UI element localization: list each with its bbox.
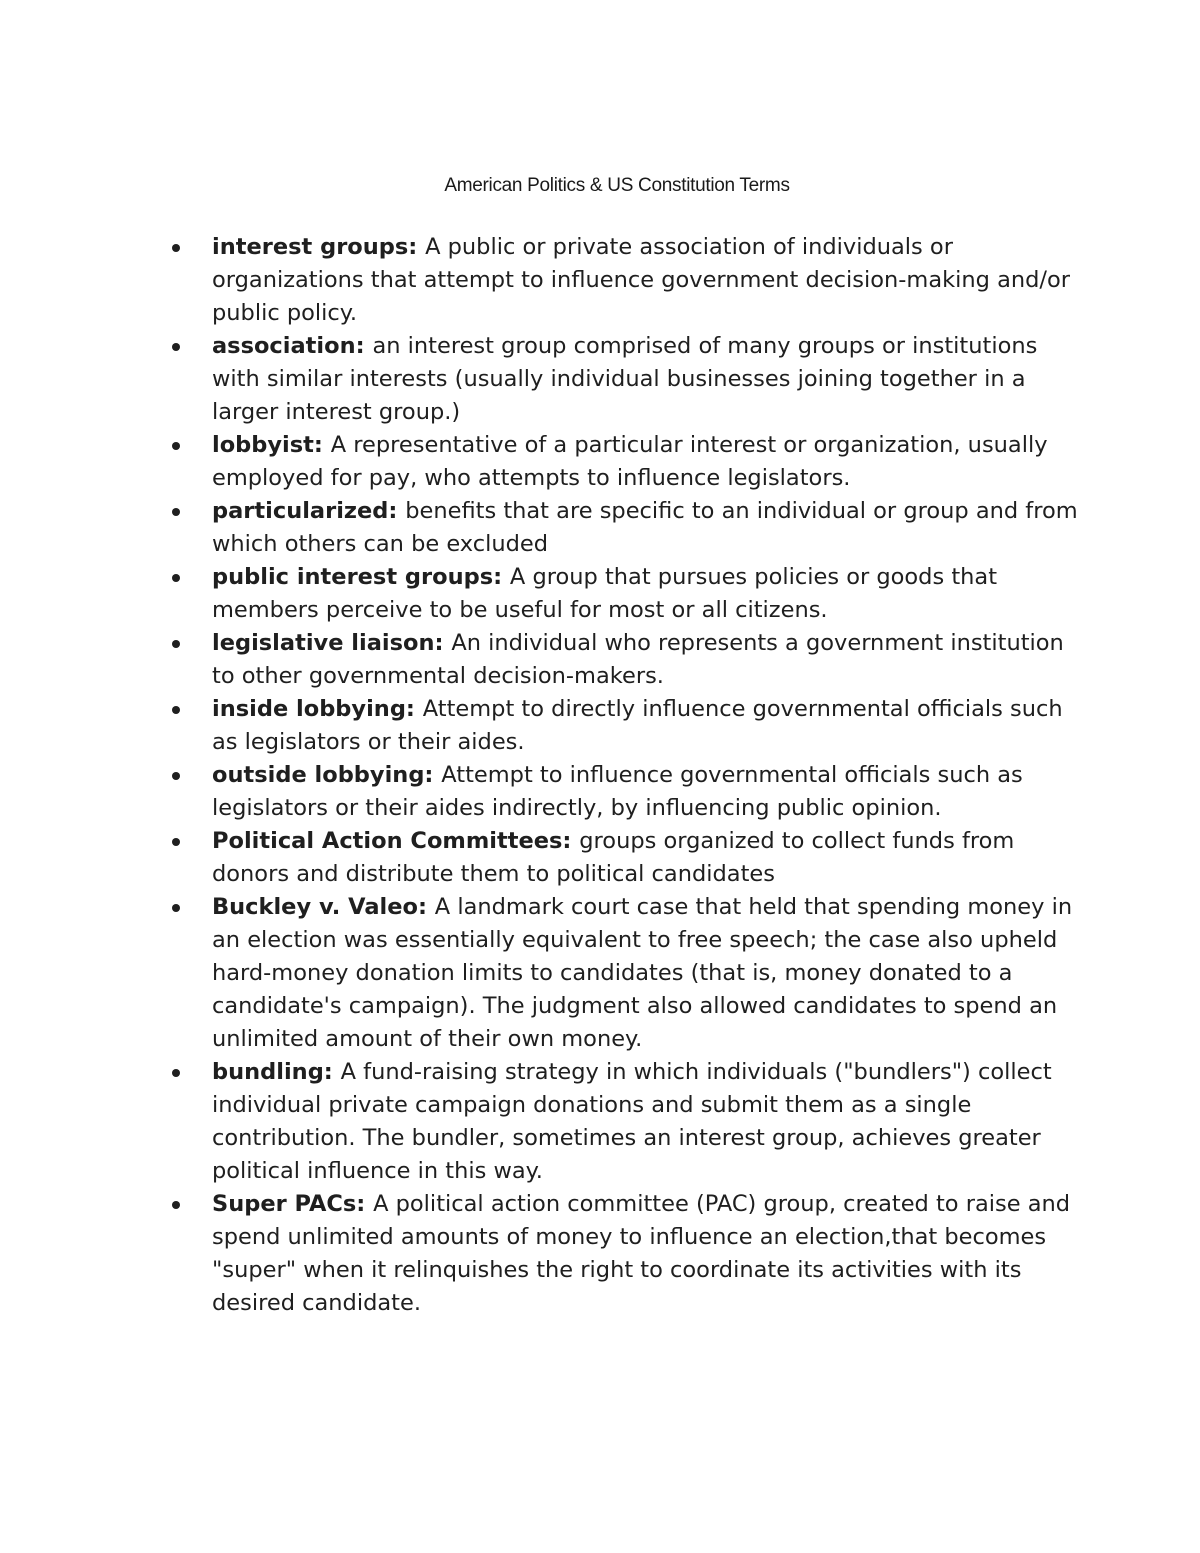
bullet-icon <box>172 343 180 351</box>
bullet-icon <box>172 574 180 582</box>
term-item-super-pacs <box>0 1188 1080 1320</box>
term-label: association: <box>212 333 373 359</box>
term-item-particularized <box>0 495 1080 561</box>
term-label: bundling: <box>212 1059 341 1085</box>
term-definition: A representative of a particular interest or organization, usually employed for pay, who attempts to influence legislators. <box>212 432 1048 491</box>
bullet-icon <box>172 1069 180 1077</box>
term-definition: groups organized to collect funds from donors and distribute them to political candidates <box>212 828 1015 887</box>
term-item-bundling <box>0 1056 1080 1188</box>
term-label: Super PACs: <box>212 1191 374 1217</box>
term-definition: An individual who represents a government institution to other governmental decision-makers. <box>212 630 1064 689</box>
document-title: American Politics & US Constitution Terms <box>444 175 790 196</box>
term-definition: Attempt to directly influence governmental officials such as legislators or their aides. <box>212 696 1063 755</box>
term-item-buckley-v-valeo <box>0 891 1080 1056</box>
term-item-outside-lobbying <box>0 759 1080 825</box>
term-label: particularized: <box>212 498 406 524</box>
term-list <box>0 231 1080 1320</box>
term-item-legislative-liaison <box>0 627 1080 693</box>
term-label: legislative liaison: <box>212 630 452 656</box>
bullet-icon <box>172 838 180 846</box>
term-label: inside lobbying: <box>212 696 423 722</box>
term-item-inside-lobbying <box>0 693 1080 759</box>
term-item-political-action-committees <box>0 825 1080 891</box>
bullet-icon <box>172 508 180 516</box>
term-definition: A group that pursues policies or goods that members perceive to be useful for most or all citizens. <box>212 564 998 623</box>
term-item-lobbyist <box>0 429 1080 495</box>
term-label: outside lobbying: <box>212 762 442 788</box>
term-definition: benefits that are specific to an individual or group and from which others can be excluded <box>212 498 1078 557</box>
term-definition: Attempt to influence governmental officials such as legislators or their aides indirectly, by influencing public opinion. <box>212 762 1023 821</box>
bullet-icon <box>172 442 180 450</box>
term-label: lobbyist: <box>212 432 331 458</box>
term-item-public-interest-groups <box>0 561 1080 627</box>
bullet-icon <box>172 1201 180 1209</box>
term-definition: an interest group comprised of many groups or institutions with similar interests (usually individual businesses joining together in a larger interest group.) <box>212 333 1038 425</box>
term-item-interest-groups <box>0 231 1080 330</box>
term-label: public interest groups: <box>212 564 510 590</box>
term-definition: A landmark court case that held that spending money in an election was essentially equivalent to free speech; the case also upheld hard-money donation limits to candidates (that is, money donated to a candidate's campaign). The judgment also allowed candidates to spend an unlimited amount of their own money. <box>212 894 1073 1052</box>
term-definition: A public or private association of individuals or organizations that attempt to influence government decision-making and/or public policy. <box>212 234 1071 326</box>
term-label: interest groups: <box>212 234 426 260</box>
bullet-icon <box>172 706 180 714</box>
term-item-association <box>0 330 1080 429</box>
bullet-icon <box>172 244 180 252</box>
term-definition: A political action committee (PAC) group, created to raise and spend unlimited amounts of money to influence an election,that becomes "super" when it relinquishes the right to coordinate its activities with its desired candidate. <box>212 1191 1071 1316</box>
term-definition: A fund-raising strategy in which individuals ("bundlers") collect individual private campaign donations and submit them as a single contribution. The bundler, sometimes an interest group, achieves greater political influence in this way. <box>212 1059 1052 1184</box>
bullet-icon <box>172 640 180 648</box>
bullet-icon <box>172 904 180 912</box>
bullet-icon <box>172 772 180 780</box>
term-label: Buckley v. Valeo: <box>212 894 435 920</box>
term-label: Political Action Committees: <box>212 828 580 854</box>
